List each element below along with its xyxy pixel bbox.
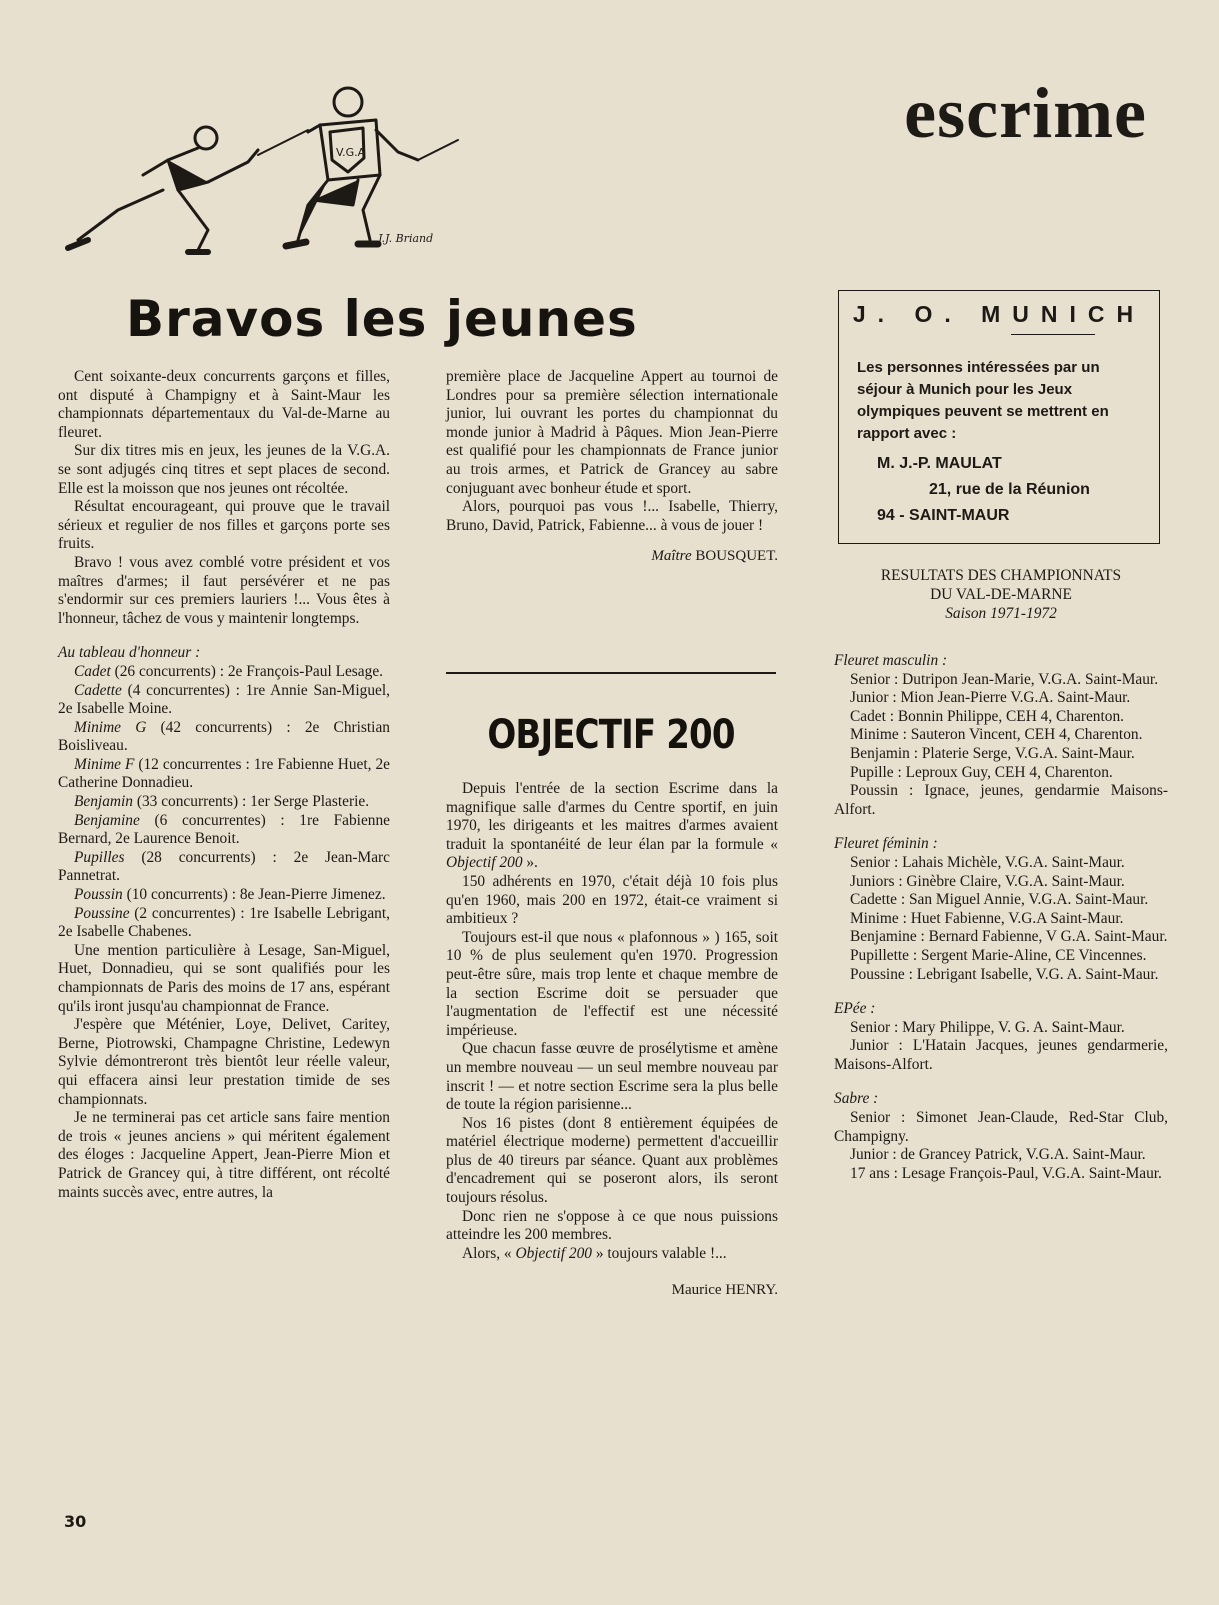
season-label: Saison 1971-1972 — [945, 605, 1057, 622]
title-underline — [1011, 334, 1095, 335]
honor-item: Benjamine (6 concurrentes) : 1re Fabienne Bernard, 2e Laurence Benoit. — [58, 811, 390, 848]
fencers-illustration — [58, 80, 478, 265]
left-fencer-head — [195, 127, 217, 149]
divider-rule — [446, 672, 776, 674]
result-entry: Poussin : Ignace, jeunes, gendarmie Maisons-Alfort. — [834, 782, 1168, 818]
paragraph: Toujours est-il que nous « plafonnous » ) 165, soit 10 % de plus seulement qu'en 1970. Progression peut-être sûre, mais trop lente et chaque membre de la section Escrime doit se persuader que l'augmentation de l'effectif est une nécessité impérieuse. — [446, 928, 778, 1039]
contact-city: 94 - SAINT-MAUR — [877, 507, 1010, 524]
result-entry: Junior : de Grancey Patrick, V.G.A. Saint-Maur. — [850, 1146, 1146, 1164]
result-entry: Juniors : Ginèbre Claire, V.G.A. Saint-Maur. — [850, 872, 1125, 890]
result-entry: Benjamine : Bernard Fabienne, V G.A. Saint-Maur. — [850, 928, 1168, 946]
munich-info-box — [838, 290, 1160, 544]
result-entry: Junior : Mion Jean-Pierre V.G.A. Saint-Maur. — [850, 689, 1131, 707]
paragraph: Une mention particulière à Lesage, San-Miguel, Huet, Donnadieu, qui se sont qualifiés pour les championnats de Paris des moins de 17 ans, espérant qu'ils iront jusqu'au championnat de France. — [58, 941, 390, 1015]
honor-title: Au tableau d'honneur : — [58, 644, 201, 662]
result-entry: Benjamin : Platerie Serge, V.G.A. Saint-Maur. — [850, 744, 1135, 762]
honor-item: Poussine (2 concurrentes) : 1re Isabelle Lebrigant, 2e Isabelle Chabenes. — [58, 904, 390, 941]
result-entry: Pupille : Leproux Guy, CEH 4, Charenton. — [850, 763, 1113, 781]
contact-street: 21, rue de la Réunion — [929, 481, 1090, 498]
paragraph: Nos 16 pistes (dont 8 entièrement équipées de matériel électrique moderne) permettent d'accueillir plus de 40 tireurs par séance. Quant aux problèmes d'encadrement qui se poseront alors, ils seront toujours résolus. — [446, 1114, 778, 1207]
paragraph: Résultat encourageant, qui prouve que le travail sérieux et regulier de nos filles et garçons porte ses fruits. — [58, 498, 390, 553]
result-entry: Senior : Mary Philippe, V. G. A. Saint-Maur. — [850, 1018, 1125, 1036]
honor-item: Cadette (4 concurrentes) : 1re Annie San-Miguel, 2e Isabelle Moine. — [58, 681, 390, 718]
contact-name: M. J.-P. MAULAT — [877, 455, 1002, 472]
honor-item: Cadet (26 concurrents) : 2e François-Paul Lesage. — [74, 662, 384, 680]
paragraph: J'espère que Méténier, Loye, Delivet, Caritey, Berne, Piotrowski, Champagne Christine, Ledewyn Sylvie démontreront très bientôt leur réelle valeur, qui effacera ainsi leur prestation timide de ses championnats. — [58, 1016, 390, 1108]
page-number: 30 — [64, 1512, 87, 1531]
result-entry: 17 ans : Lesage François-Paul, V.G.A. Saint-Maur. — [850, 1164, 1162, 1182]
munich-box-text: Les personnes intéressées par un séjour à Munich pour les Jeux olympiques peuvent se mettrent en rapport avec : — [857, 359, 1109, 442]
result-entry: Minime : Sauteron Vincent, CEH 4, Charenton. — [850, 726, 1143, 744]
paragraph: Alors, « Objectif 200 » toujours valable !... — [462, 1244, 727, 1262]
right-fencer-head — [334, 88, 362, 116]
honor-item: Benjamin (33 concurrents) : 1er Serge Plasterie. — [74, 793, 370, 811]
paragraph: Alors, pourquoi pas vous !... Isabelle, Thierry, Bruno, David, Patrick, Fabienne... à vous de jouer ! — [446, 498, 778, 534]
article-headline: Bravos les jeunes — [126, 290, 638, 348]
result-entry: Senior : Dutripon Jean-Marie, V.G.A. Saint-Maur. — [850, 670, 1159, 688]
munich-box-title: J. O. MUNICH — [852, 301, 1146, 327]
paragraph: Depuis l'entrée de la section Escrime dans la magnifique salle d'armes du Centre sportif, en juin 1970, les dirigeants et les maitres d'armes avaient traduit la spontanéité de leur élan par la formule « Objectif 200 ». — [446, 780, 778, 872]
results-heading: RESULTATS DES CHAMPIONNATS DU VAL-DE-MARNE Saison 1971-1972 — [834, 566, 1168, 623]
honor-item: Minime G (42 concurrents) : 2e Christian Boisliveau. — [58, 718, 390, 755]
result-entry: Pupillette : Sergent Marie-Aline, CE Vincennes. — [850, 946, 1147, 964]
article-column-1 — [58, 368, 390, 1202]
result-entry: Poussine : Lebrigant Isabelle, V.G. A. Saint-Maur. — [850, 965, 1159, 983]
paragraph: Donc rien ne s'oppose à ce que nous puissions atteindre les 200 membres. — [446, 1207, 778, 1244]
weapon-title: Sabre : — [834, 1090, 879, 1108]
weapon-title: EPée : — [834, 1000, 876, 1018]
paragraph: Je ne terminerai pas cet article sans faire mention de trois « jeunes anciens » qui méritent également des éloges : Jacqueline Appert, Jean-Pierre Mion et Patrick de Grancey qui, à titre différent, ont récolté maints succès avec, entre autres, la — [58, 1109, 390, 1201]
result-entry: Senior : Simonet Jean-Claude, Red-Star Club, Champigny. — [834, 1109, 1168, 1145]
result-entry: Minime : Huet Fabienne, V.G.A Saint-Maur. — [850, 909, 1124, 927]
paragraph: Bravo ! vous avez comblé votre président et vos maîtres d'armes; il faut persévérer et ne pas s'endormir sur ces premiers lauriers !... Vous êtes à l'honneur, tâchez de vous y maintenir longtemps. — [58, 553, 390, 627]
paragraph: Cent soixante-deux concurrents garçons et filles, ont disputé à Champigny et à Saint-Maur les championnats départementaux du Val-de-Marne au fleuret. — [58, 368, 390, 441]
weapon-title: Fleuret masculin : — [834, 652, 948, 669]
result-entry: Cadet : Bonnin Philippe, CEH 4, Charenton. — [850, 707, 1125, 725]
paragraph: Que chacun fasse œuvre de prosélytisme et amène un membre nouveau — un seul membre nouveau par inscrit ! — et notre section Escrime sera la plus belle de toute la région parisienne... — [446, 1040, 778, 1114]
objectif-headline: OBJECTIF 200 — [487, 712, 735, 758]
results-column — [834, 652, 1168, 1183]
article-signature: Maître BOUSQUET. — [651, 548, 778, 565]
objectif-signature: Maurice HENRY. — [671, 1282, 778, 1299]
article-column-2 — [446, 368, 778, 566]
honor-item: Pupilles (28 concurrents) : 2e Jean-Marc Pannetrat. — [58, 848, 390, 885]
weapon-title: Fleuret féminin : — [834, 835, 938, 853]
honor-item: Minime F (12 concurrentes : 1re Fabienne Huet, 2e Catherine Donnadieu. — [58, 755, 390, 792]
paragraph: Sur dix titres mis en jeux, les jeunes de la V.G.A. se sont adjugés cinq titres et sept places de second. Elle est la moisson que nos jeunes ont récoltée. — [58, 442, 390, 497]
section-title: escrime — [904, 73, 1147, 153]
honor-item: Poussin (10 concurrents) : 8e Jean-Pierre Jimenez. — [74, 886, 386, 904]
result-entry: Junior : L'Hatain Jacques, jeunes gendarmerie, Maisons-Alfort. — [834, 1037, 1168, 1073]
objectif-column — [446, 780, 778, 1300]
paragraph: première place de Jacqueline Appert au tournoi de Londres pour sa première sélection internationale junior, lui ouvrant les portes du championnat du monde junior à Madrid à Pâques. Mion Jean-Pierre est qualifié pour les championnats de France junior au trois armes, et Patrick de Grancey au sabre conjuguant avec bonheur étude et sport. — [446, 368, 778, 497]
result-entry: Senior : Lahais Michèle, V.G.A. Saint-Maur. — [850, 853, 1125, 871]
result-entry: Cadette : San Miguel Annie, V.G.A. Saint-Maur. — [850, 891, 1149, 909]
contact-address — [839, 451, 1159, 529]
paragraph: 150 adhérents en 1970, c'était déjà 10 fois plus qu'en 1960, mais 200 en 1972, était-ce vraiment si ambitieux ? — [446, 872, 778, 928]
shield-text: V.G.A — [336, 146, 366, 159]
artist-signature: J.J. Briand — [378, 232, 434, 245]
